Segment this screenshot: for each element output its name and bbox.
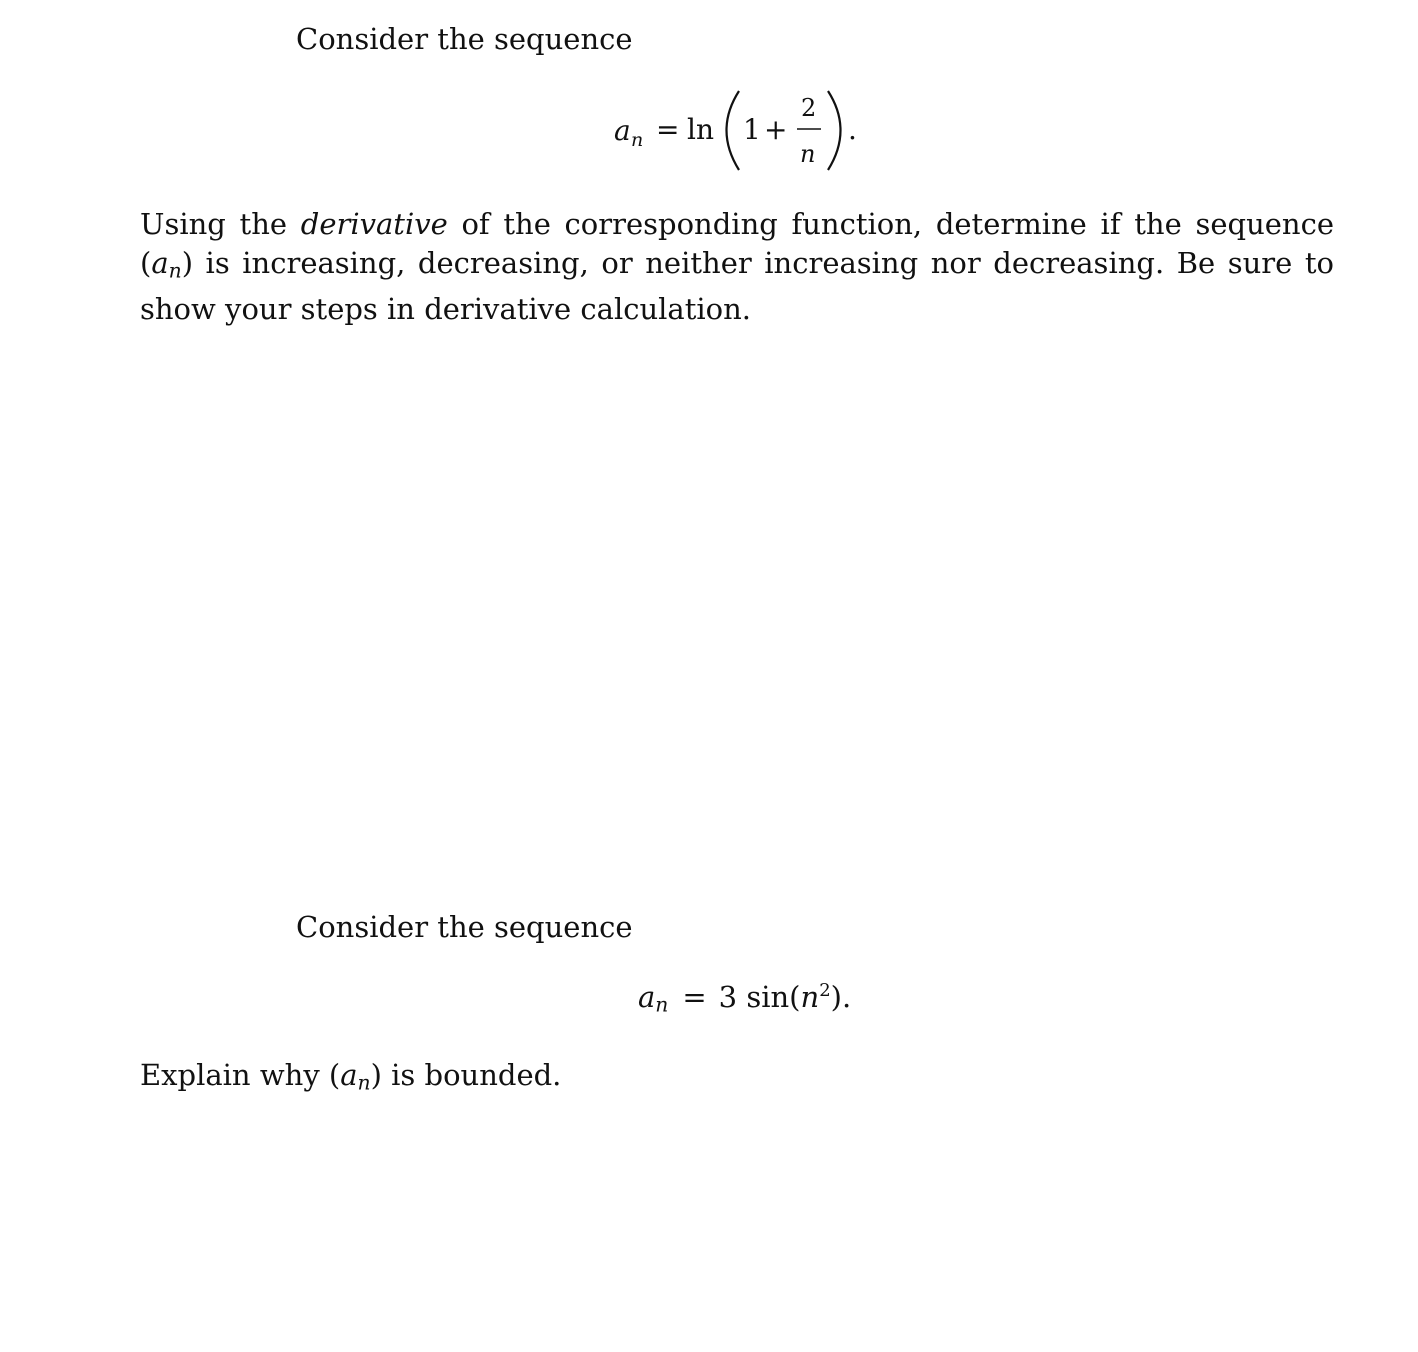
problem1-equation <box>614 88 884 178</box>
q2-part1: Explain why ( <box>140 1058 341 1092</box>
eq2-equals: = <box>682 980 707 1015</box>
eq1-period: . <box>848 113 857 146</box>
eq1-denominator: n <box>800 140 816 168</box>
q1-seq-sub: n <box>168 258 182 283</box>
q2-seq-sub: n <box>357 1070 371 1095</box>
eq1-right-paren <box>828 91 841 170</box>
q1-seq-var: a <box>151 246 169 280</box>
eq1-one: 1 <box>743 113 761 146</box>
eq2-rhs-prefix: 3 sin( <box>718 980 801 1015</box>
problem1-intro: Consider the sequence <box>296 22 633 56</box>
eq1-plus: + <box>764 113 788 146</box>
eq1-lhs-var: a <box>614 114 631 147</box>
eq2-rhs-var: n <box>800 980 820 1015</box>
eq1-numerator: 2 <box>801 94 817 122</box>
problem2-question <box>140 1058 561 1094</box>
eq2-lhs-var: a <box>638 980 656 1015</box>
eq1-equals: = <box>656 113 680 146</box>
eq2-rhs-suffix: ). <box>830 980 852 1015</box>
q2-seq-var: a <box>340 1058 358 1092</box>
eq1-ln: ln <box>687 113 714 146</box>
problem2-intro: Consider the sequence <box>296 910 633 944</box>
problem2-equation <box>638 980 851 1017</box>
q1-emphasis: derivative <box>300 207 448 241</box>
eq1-lhs-sub: n <box>631 129 644 151</box>
q1-part1: Using the <box>140 207 301 241</box>
eq1-left-paren <box>727 91 740 170</box>
q1-part3: ) is increasing, decreasing, or neither increasing nor decreasing. Be sure to show your steps in derivative calculation. <box>140 246 1334 327</box>
problem1-question <box>140 205 1334 329</box>
eq2-rhs-exp: 2 <box>819 980 831 1001</box>
q1-part2: of the corresponding function, determine if the sequence ( <box>140 207 1334 280</box>
eq2-lhs-sub: n <box>655 992 669 1017</box>
q2-part2: ) is bounded. <box>370 1058 562 1092</box>
